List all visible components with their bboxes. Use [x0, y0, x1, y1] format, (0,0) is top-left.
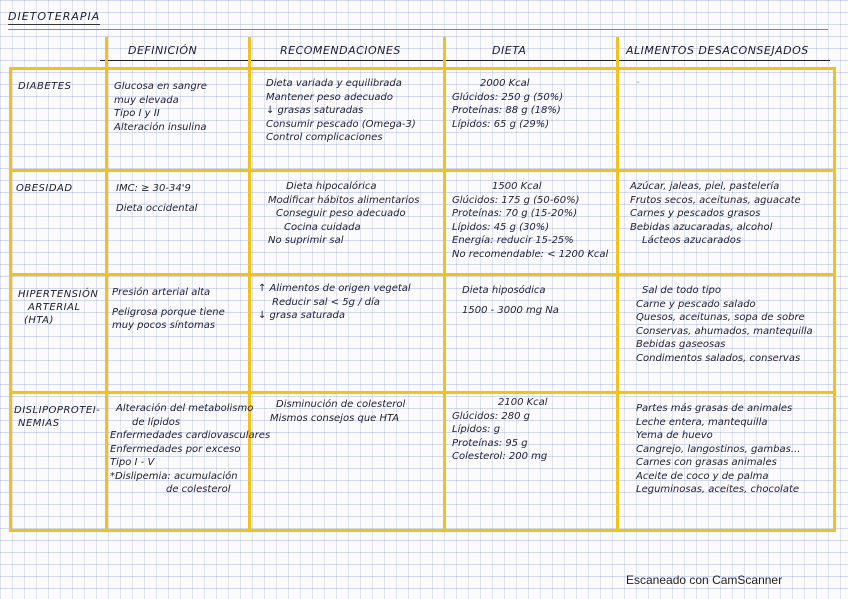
cell-hta-recomendaciones: ↑ Alimentos de origen vegetal Reducir sal < 5g / día ↓ grasa saturada	[258, 283, 411, 321]
page-title: DIETOTERAPIA	[8, 10, 101, 23]
header-desaconsejados: ALIMENTOS DESACONSEJADOS	[626, 44, 809, 57]
cell-dislipoproteinemias-desaconsejados: Partes más grasas de animales Leche entera, mantequilla Yema de huevo Cangrejo, langostinos, gambas... Carnes con grasas animales Aceite de coco y de palma Leguminosas, aceites, chocolate	[636, 403, 801, 495]
row-label-diabetes: DIABETES	[18, 81, 72, 92]
cell-obesidad-definicion: IMC: ≥ 30-34'9 Dieta occidental	[116, 183, 198, 214]
cell-diabetes-dieta: 2000 Kcal Glúcidos: 250 g (50%) Proteínas: 88 g (18%) Lípidos: 65 g (29%)	[452, 78, 564, 130]
header-dieta: DIETA	[492, 44, 527, 57]
cell-obesidad-recomendaciones: Dieta hipocalórica Modificar hábitos alimentarios Conseguir peso adecuado Cocina cuidada No suprimir sal	[268, 181, 420, 246]
scanner-footer: Escaneado con CamScanner	[626, 573, 783, 587]
cell-hta-definicion: Presión arterial alta Peligrosa porque tiene muy pocos síntomas	[112, 287, 225, 331]
cell-dislipoproteinemias-dieta: 2100 Kcal Glúcidos: 280 g Lípidos: g Proteínas: 95 g Colesterol: 200 mg	[452, 397, 548, 462]
cell-diabetes-desaconsejados: -	[636, 77, 640, 88]
cell-dislipoproteinemias-definicion: Alteración del metabolismo de lípidos Enfermedades cardiovasculares Enfermedades por exceso Tipo I - V *Dislipemia: acumulación de colesterol	[110, 403, 271, 495]
grid-col-line	[105, 37, 108, 532]
row-label-dislipoproteinemias: DISLIPOPROTEI- NEMIAS	[14, 405, 101, 429]
grid-col-line	[616, 37, 619, 532]
cell-obesidad-desaconsejados: Azúcar, jaleas, piel, pastelería Frutos secos, aceitunas, aguacate Carnes y pescados grasos Bebidas azucaradas, alcohol Lácteos azucarados	[630, 181, 801, 246]
grid-top-line	[10, 67, 836, 70]
grid-row-line	[10, 391, 836, 394]
grid-col-line	[443, 37, 446, 532]
cell-hta-dieta: Dieta hiposódica 1500 - 3000 mg Na	[462, 285, 559, 316]
cell-hta-desaconsejados: Sal de todo tipo Carne y pescado salado Quesos, aceitunas, sopa de sobre Conservas, ahumados, mantequilla Bebidas gaseosas Condimentos salados, conservas	[636, 285, 813, 364]
cell-diabetes-recomendaciones: Dieta variada y equilibrada Mantener peso adecuado ↓ grasas saturadas Consumir pescado (Omega-3) Control complicaciones	[266, 78, 416, 143]
header-underline	[100, 60, 830, 61]
row-label-obesidad: OBESIDAD	[16, 183, 73, 194]
title-rule	[8, 29, 828, 30]
cell-diabetes-definicion: Glucosa en sangre muy elevada Tipo I y II Alteración insulina	[114, 81, 207, 133]
grid-row-line	[10, 273, 836, 276]
grid-row-line	[10, 169, 836, 172]
cell-obesidad-dieta: 1500 Kcal Glúcidos: 175 g (50-60%) Proteínas: 70 g (15-20%) Lípidos: 45 g (30%) Energía: reducir 15-25% No recomendable: < 1200 Kcal	[452, 181, 609, 260]
row-label-hta: HIPERTENSIÓN ARTERIAL (HTA)	[18, 289, 99, 326]
cell-dislipoproteinemias-recomendaciones: Disminución de colesterol Mismos consejos que HTA	[270, 399, 406, 424]
grid-col-line	[9, 67, 12, 532]
grid-bottom-line	[10, 529, 836, 532]
header-definicion: DEFINICIÓN	[128, 44, 198, 57]
header-recomendaciones: RECOMENDACIONES	[280, 44, 401, 57]
grid-col-line	[833, 67, 836, 532]
